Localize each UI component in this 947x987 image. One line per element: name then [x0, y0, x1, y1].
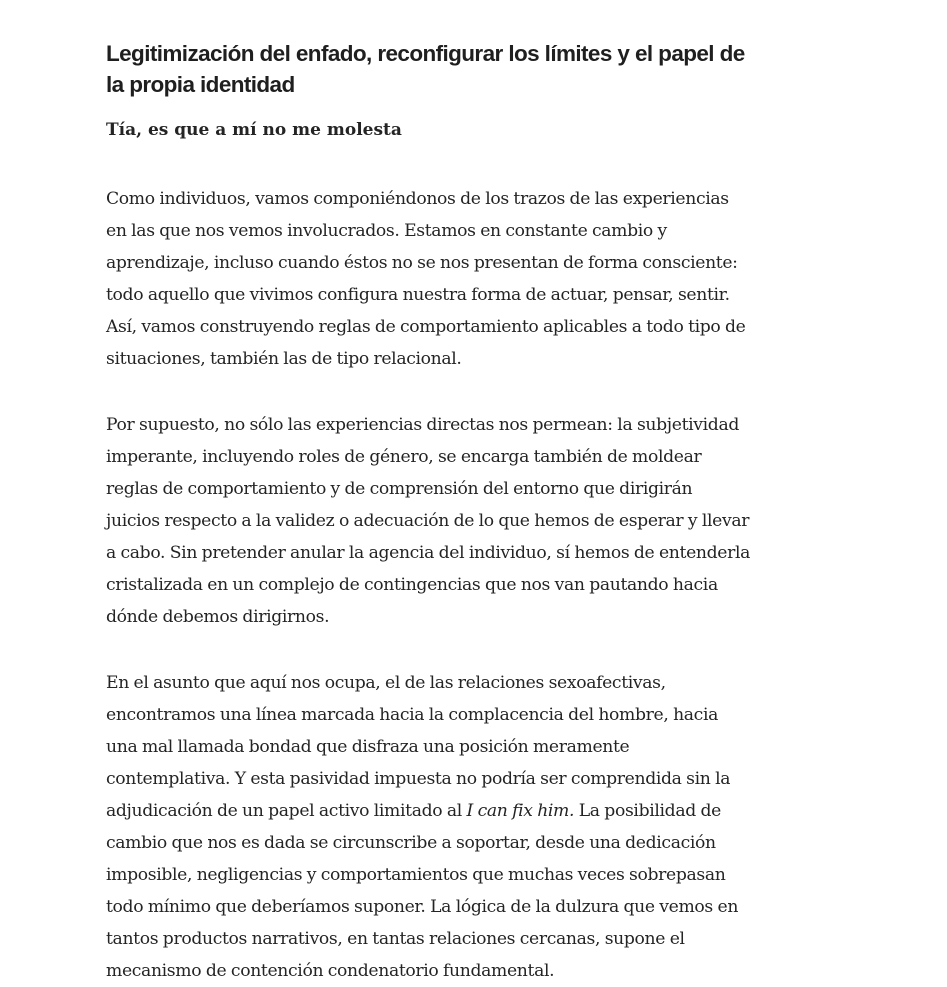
section-title-line: la propia identidad — [106, 72, 295, 97]
paragraph-line-with-italic — [106, 795, 796, 827]
paragraph-line: tantos productos narrativos, en tantas relaciones cercanas, supone el — [106, 929, 685, 949]
paragraph-line: En el asunto que aquí nos ocupa, el de las relaciones sexoafectivas, — [106, 673, 666, 693]
paragraph-line: juicios respecto a la validez o adecuación de lo que hemos de esperar y llevar — [106, 511, 750, 531]
paragraph-2 — [106, 409, 796, 633]
article-body — [106, 38, 796, 987]
paragraph-line: en las que nos vemos involucrados. Estamos en constante cambio y — [106, 221, 667, 241]
paragraph-line: imperante, incluyendo roles de género, se encarga también de moldear — [106, 447, 702, 467]
paragraph-line: cambio que nos es dada se circunscribe a soportar, desde una dedicación — [106, 833, 716, 853]
paragraph-text: adjudicación de un papel activo limitado al — [106, 801, 467, 821]
paragraph-line: aprendizaje, incluso cuando éstos no se nos presentan de forma consciente: — [106, 253, 738, 273]
paragraph-line: imposible, negligencias y comportamientos que muchas veces sobrepasan — [106, 865, 726, 885]
paragraph-line: Por supuesto, no sólo las experiencias directas nos permean: la subjetividad — [106, 415, 740, 435]
paragraph-line: mecanismo de contención condenatorio fundamental. — [106, 961, 555, 981]
paragraph-line: reglas de comportamiento y de comprensión del entorno que dirigirán — [106, 479, 693, 499]
section-title-line: Legitimización del enfado, reconfigurar los límites y el papel de — [106, 41, 745, 66]
paragraph-1 — [106, 183, 796, 375]
paragraph-line: contemplativa. Y esta pasividad impuesta no podría ser comprendida sin la — [106, 769, 731, 789]
paragraph-line: dónde debemos dirigirnos. — [106, 607, 330, 627]
paragraph-text: La posibilidad de — [574, 801, 721, 821]
italic-phrase: I can fix him. — [466, 801, 575, 821]
paragraph-line: todo aquello que vivimos configura nuestra forma de actuar, pensar, sentir. — [106, 285, 730, 305]
paragraph-line: Así, vamos construyendo reglas de comportamiento aplicables a todo tipo de — [106, 317, 746, 337]
paragraph-line: situaciones, también las de tipo relacional. — [106, 349, 462, 369]
paragraph-line: Como individuos, vamos componiéndonos de los trazos de las experiencias — [106, 189, 729, 209]
section-title — [106, 38, 796, 100]
paragraph-3 — [106, 667, 796, 987]
paragraph-line: todo mínimo que deberíamos suponer. La lógica de la dulzura que vemos en — [106, 897, 739, 917]
paragraph-line: una mal llamada bondad que disfraza una posición meramente — [106, 737, 630, 757]
section-subtitle: Tía, es que a mí no me molesta — [106, 120, 402, 140]
paragraph-line: a cabo. Sin pretender anular la agencia del individuo, sí hemos de entenderla — [106, 543, 751, 563]
paragraph-line: encontramos una línea marcada hacia la complacencia del hombre, hacia — [106, 705, 719, 725]
paragraph-line: cristalizada en un complejo de contingencias que nos van pautando hacia — [106, 575, 718, 595]
